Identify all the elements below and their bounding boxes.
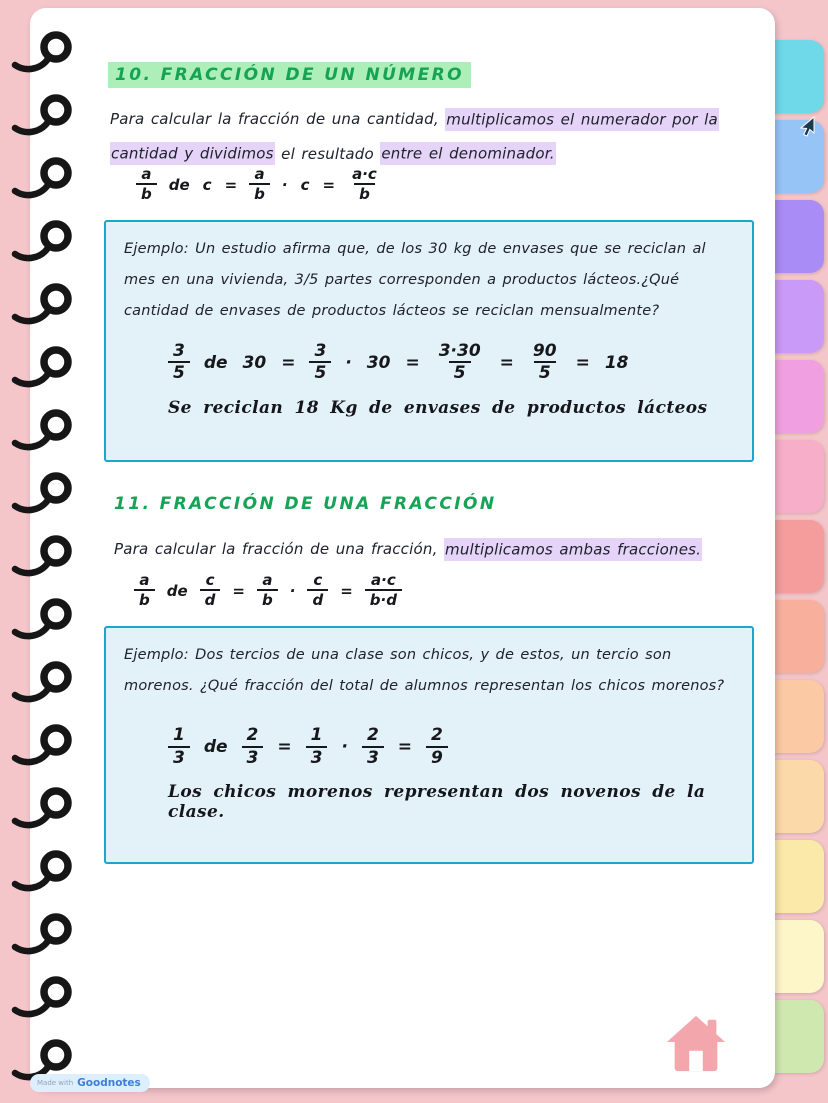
fraction [347, 166, 382, 204]
spiral-ring [8, 28, 80, 74]
formula-token: de [168, 175, 190, 194]
fraction-denominator: 5 [168, 361, 190, 384]
fraction [200, 572, 221, 610]
fraction-numerator: 3·30 [438, 340, 481, 361]
highlighted-text: multiplicamos ambas fracciones. [444, 538, 702, 561]
fraction-numerator: 1 [173, 725, 185, 746]
fraction [434, 342, 486, 384]
spiral-ring [8, 595, 80, 641]
formula-token: = [405, 352, 420, 373]
formula-token: c [202, 175, 212, 194]
formula-token: 30 [366, 352, 391, 373]
fraction-denominator: b·d [365, 589, 402, 609]
fraction-denominator: b [136, 183, 157, 203]
spiral-ring [8, 154, 80, 200]
formula-token: = [575, 352, 590, 373]
fraction-numerator: 90 [532, 340, 557, 361]
fraction-numerator: a [141, 165, 152, 183]
formula-token: · [341, 737, 348, 758]
spiral-ring [8, 91, 80, 137]
fraction-denominator: 3 [242, 746, 264, 769]
fraction-denominator: 5 [534, 361, 556, 384]
fraction [249, 166, 270, 204]
text-run: Para calcular la fracción de una fracción, [114, 540, 445, 558]
spiral-ring [8, 721, 80, 767]
fraction [309, 342, 331, 384]
spiral-ring [8, 784, 80, 830]
fraction-numerator: 3 [314, 340, 327, 361]
fraction-numerator: a·c [371, 571, 396, 589]
fraction-denominator: b [249, 183, 270, 203]
notebook-page [30, 8, 775, 1088]
fraction-denominator: d [307, 589, 328, 609]
spiral-ring [8, 973, 80, 1019]
spiral-ring [8, 280, 80, 326]
fraction-numerator: 2 [246, 725, 259, 746]
spiral-ring [8, 658, 80, 704]
goodnotes-watermark [30, 1074, 150, 1092]
formula-token: = [340, 581, 353, 600]
spiral-ring [8, 469, 80, 515]
fraction-denominator: d [200, 589, 221, 609]
fraction [528, 342, 562, 384]
section-10-formula [136, 166, 382, 204]
spiral-binding [8, 0, 88, 1100]
mouse-cursor [796, 116, 816, 138]
spiral-ring [8, 847, 80, 893]
fraction-denominator: 5 [449, 361, 471, 384]
example-11-text: Ejemplo: Dos tercios de una clase son chicos, y de estos, un tercio son morenos. ¿Qué fracción del total de alumnos representan los chicos morenos? [124, 647, 725, 695]
fraction-denominator: b [354, 183, 375, 203]
section-10-title: 10. FRACCIÓN DE UN NÚMERO [108, 62, 471, 88]
spiral-ring [8, 406, 80, 452]
fraction-numerator: a [254, 165, 265, 183]
formula-token: de [166, 581, 188, 600]
example-11-conclusion: Los chicos morenos representan dos novenos de la clase. [168, 782, 706, 823]
fraction-denominator: 3 [362, 746, 384, 769]
formula-token: = [232, 581, 245, 600]
fraction-denominator: 9 [426, 746, 448, 769]
home-button[interactable] [665, 1012, 727, 1074]
watermark-prefix: Made with [37, 1079, 74, 1087]
example-10-formula [168, 342, 734, 384]
example-10-text: Ejemplo: Un estudio afirma que, de los 30 kg de envases que se reciclan al mes en una vivienda, 3/5 partes corresponden a productos lácteos.¿Qué cantidad de envases de productos lácteos se reciclan mensualmente? [124, 241, 706, 320]
fraction-numerator: 2 [431, 725, 443, 746]
text-run: el resultado [274, 144, 381, 163]
formula-token: c [300, 175, 310, 194]
example-11-formula [168, 726, 734, 768]
fraction-numerator: 2 [366, 725, 379, 746]
formula-token: = [322, 175, 336, 194]
spiral-ring [8, 532, 80, 578]
section-11-intro [114, 532, 754, 567]
fraction-denominator: b [257, 589, 278, 609]
fraction [426, 726, 448, 768]
fraction [136, 166, 157, 204]
fraction-numerator: c [313, 571, 323, 589]
formula-token: de [203, 737, 228, 758]
fraction [365, 572, 402, 610]
fraction [168, 726, 190, 768]
spiral-ring [8, 910, 80, 956]
formula-token: · [281, 175, 288, 194]
fraction-numerator: 3 [173, 340, 185, 361]
fraction-denominator: b [134, 589, 155, 609]
watermark-brand: Goodnotes [77, 1077, 141, 1089]
formula-token: · [345, 352, 352, 373]
fraction-denominator: 3 [306, 746, 328, 769]
fraction-numerator: a [139, 571, 150, 589]
formula-token: · [289, 581, 296, 600]
section-11-title: 11. FRACCIÓN DE UNA FRACCIÓN [114, 494, 497, 514]
text-run: Para calcular la fracción de una cantidad, [110, 110, 446, 128]
example-10-conclusion: Se reciclan 18 Kg de envases de productos lácteos [168, 397, 708, 418]
fraction-numerator: c [205, 571, 215, 589]
formula-token: 30 [242, 352, 267, 373]
fraction-numerator: a·c [352, 165, 377, 183]
example-box-10 [104, 220, 754, 462]
fraction-numerator: 1 [310, 725, 323, 746]
formula-token: 18 [604, 352, 629, 373]
fraction [257, 572, 278, 610]
fraction-denominator: 5 [309, 361, 331, 384]
fraction [362, 726, 384, 768]
fraction [168, 342, 190, 384]
spiral-ring [8, 343, 80, 389]
home-door [689, 1051, 703, 1071]
formula-token: = [224, 175, 238, 194]
spiral-ring [8, 217, 80, 263]
highlighted-text: multiplicamos el numerador por la cantidad y dividimos [110, 108, 719, 166]
section-11-formula [134, 572, 402, 610]
formula-token: = [499, 352, 514, 373]
fraction [134, 572, 155, 610]
fraction [306, 726, 328, 768]
fraction-numerator: a [262, 571, 273, 589]
formula-token: de [203, 352, 228, 373]
formula-token: = [281, 352, 296, 373]
highlighted-text: entre el denominador. [380, 142, 555, 165]
formula-token: = [277, 737, 292, 758]
formula-token: = [397, 737, 413, 758]
fraction-denominator: 3 [168, 746, 190, 769]
example-box-11 [104, 626, 754, 864]
section-10-intro [110, 102, 724, 171]
fraction [242, 726, 264, 768]
fraction [307, 572, 328, 610]
